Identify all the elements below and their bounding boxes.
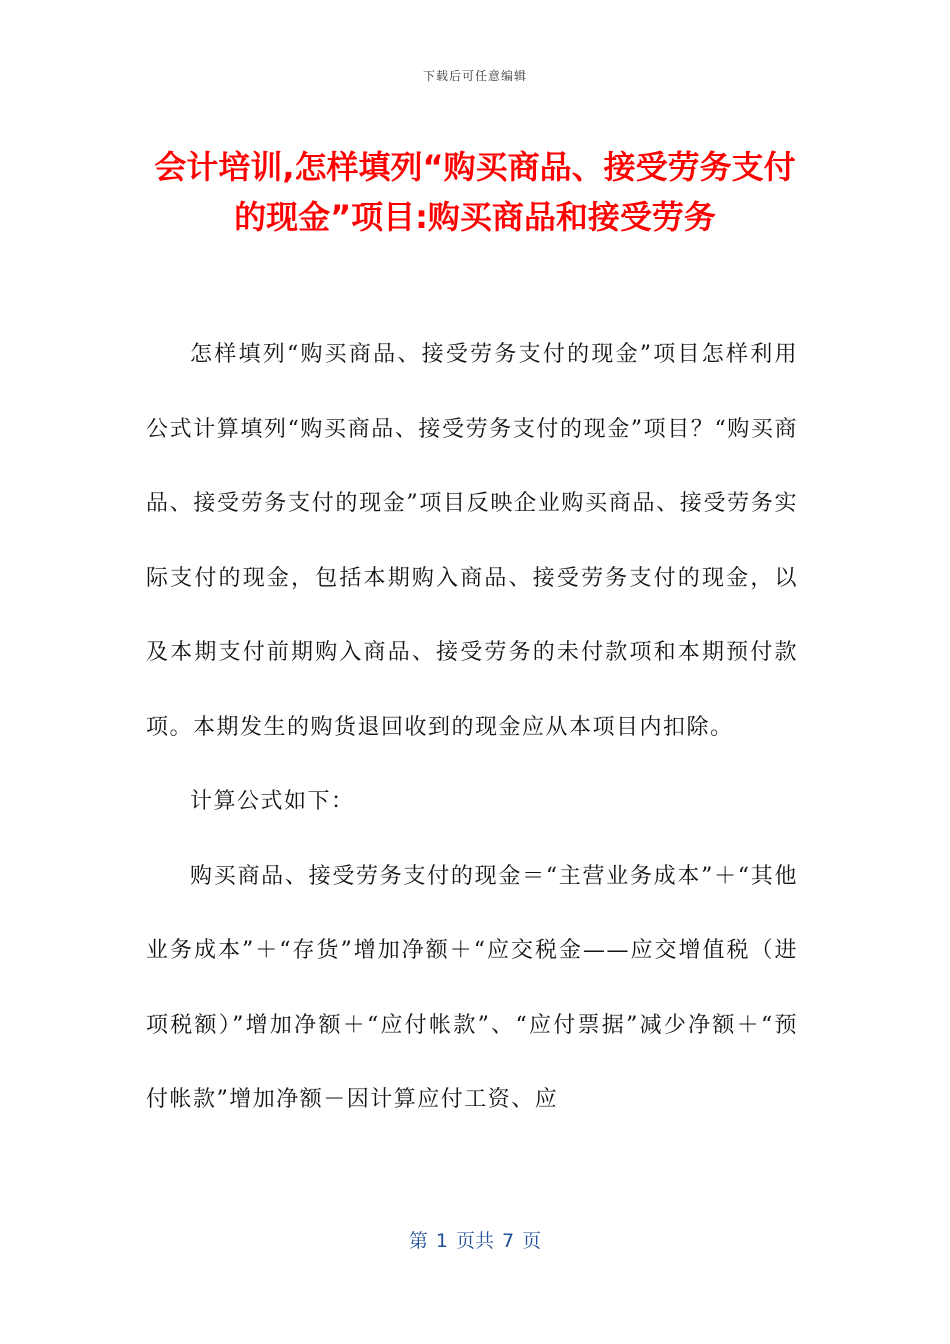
footer-page-suffix: 页 (522, 1230, 542, 1252)
page-header-note: 下载后可任意编辑 (422, 69, 527, 83)
page-footer (0, 1226, 950, 1253)
footer-page-middle: 页共 (455, 1230, 494, 1252)
document-title: 会计培训,怎样填列“购买商品、接受劳务支付的现金”项目:购买商品和接受劳务 (154, 148, 796, 236)
body-paragraph: 怎样填列“购买商品、接受劳务支付的现金”项目怎样利用公式计算填列“购买商品、接受劳务支付的现金”项目？“购买商品、接受劳务支付的现金”项目反映企业购买商品、接受劳务实际支付的现金，包括本期购入商品、接受劳务支付的现金，以及本期支付前期购入商品、接受劳务的未付款项和本期预付款项。本期发生的购货退回收到的现金应从本项目内扣除。 (146, 342, 798, 740)
footer-page-prefix: 第 (408, 1230, 428, 1252)
footer-total-pages: 7 (502, 1230, 515, 1252)
document-body (146, 318, 798, 1138)
body-paragraph: 计算公式如下： (190, 789, 355, 814)
footer-current-page: 1 (435, 1230, 448, 1252)
body-paragraph: 购买商品、接受劳务支付的现金＝“主营业务成本”＋“其他业务成本”＋“存货”增加净额＋“应交税金——应交增值税（进项税额）”增加净额＋“应付帐款”、“应付票据”减少净额＋“预付帐款”增加净额－因计算应付工资、应 (146, 863, 798, 1112)
